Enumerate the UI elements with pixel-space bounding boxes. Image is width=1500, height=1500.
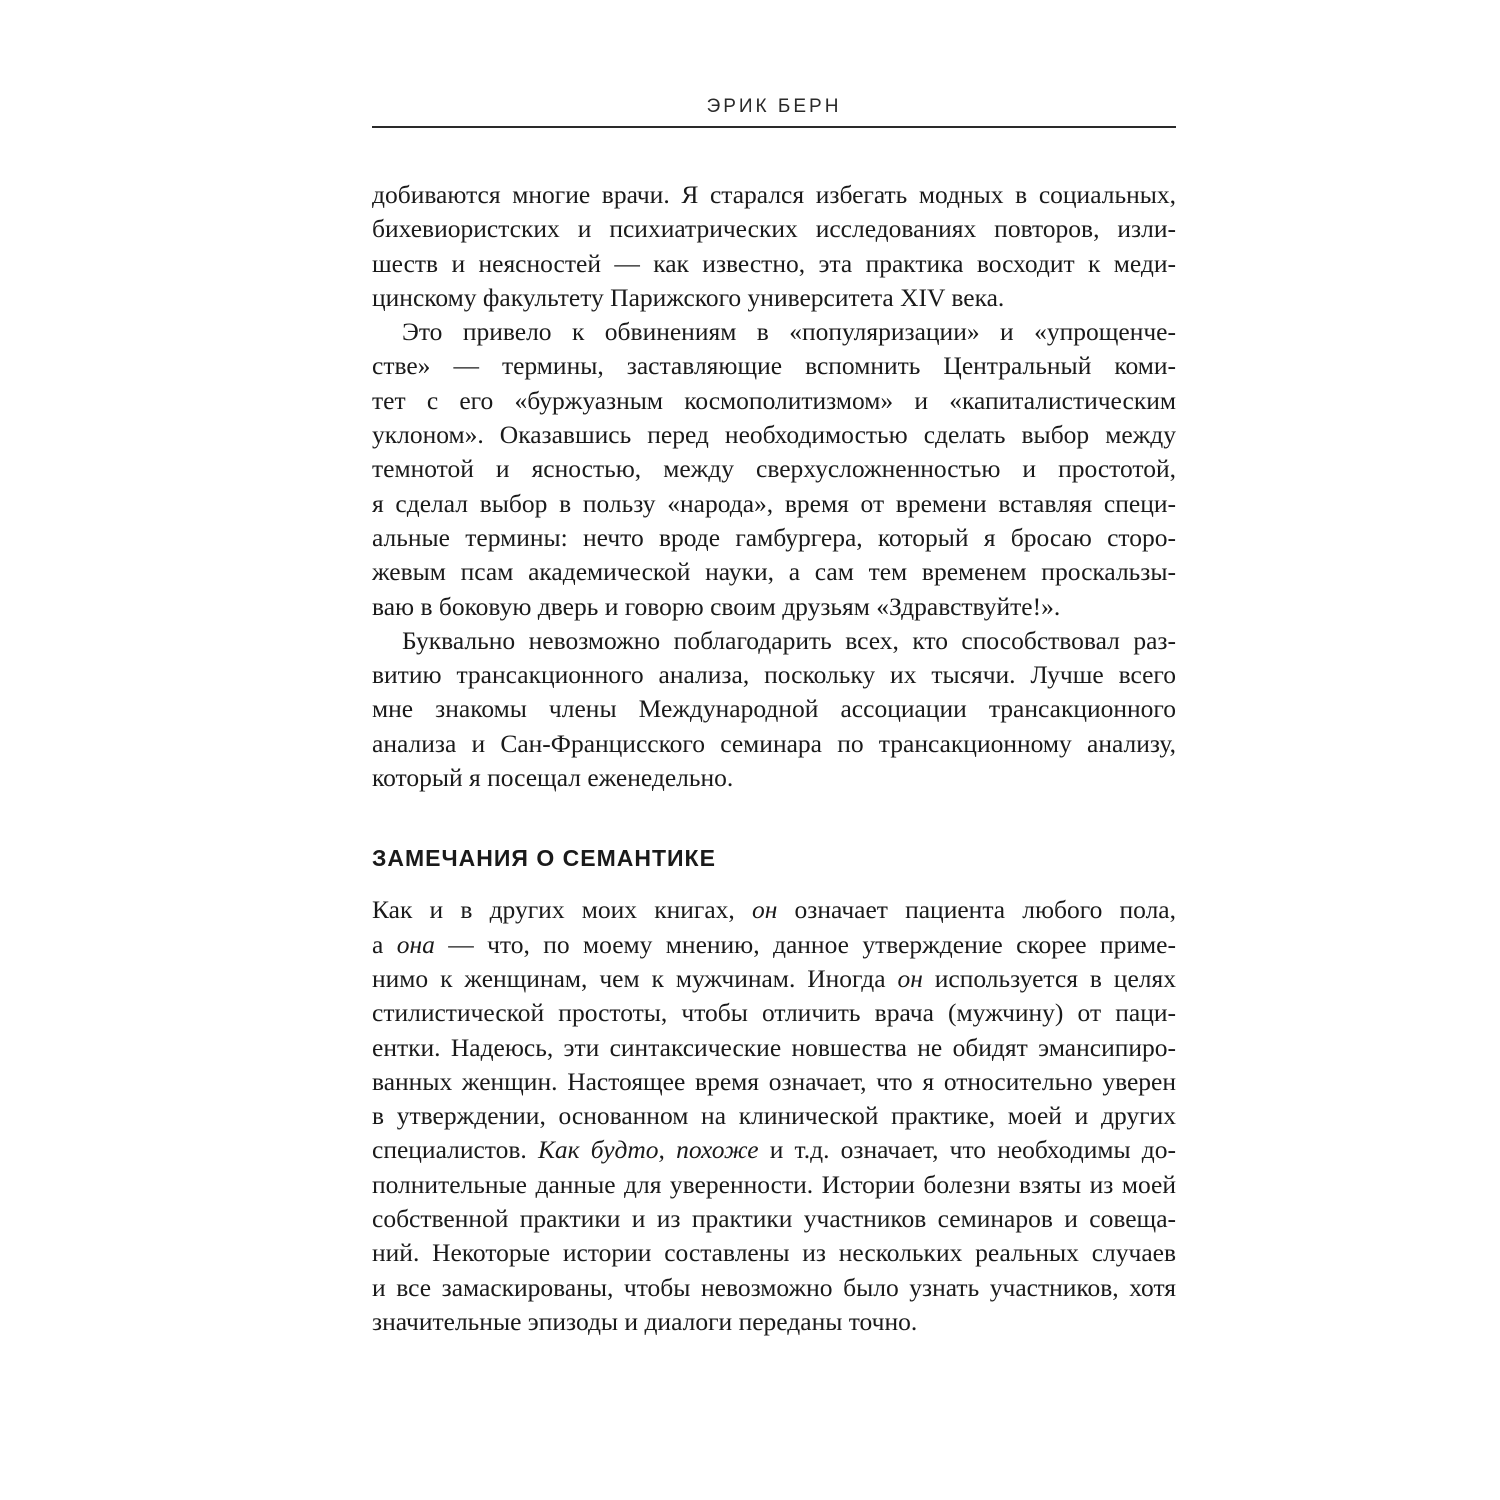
text-line: анализа и Сан-Францисского семинара по трансакционному анализу, — [372, 728, 1176, 758]
text-line: ваю в боковую дверь и говорю своим друзьям «Здравствуйте!». — [372, 591, 1061, 621]
paragraph-3 — [372, 624, 1176, 795]
text-line: тет с его «буржуазным космополитизмом» и «капиталистическим — [372, 385, 1176, 415]
text-line: цинскому факультету Парижского университета XIV века. — [372, 282, 1005, 312]
text-run: специалистов. — [372, 1135, 538, 1165]
text-line: полнительные данные для уверенности. Истории болезни взяты из моей — [372, 1169, 1176, 1199]
text-run: а — [372, 929, 397, 959]
text-line: добиваются многие врачи. Я старался избегать модных в социальных, — [372, 180, 1176, 209]
text-line: собственной практики и из практики участников семинаров и совеща- — [372, 1204, 1176, 1234]
text-line: темнотой и ясностью, между сверхусложненностью и простотой, — [372, 454, 1176, 484]
text-line: витию трансакционного анализа, поскольку их тысячи. Лучше всего — [372, 660, 1176, 690]
text-line: жевым псам академической науки, а сам тем временем проскальзы- — [372, 557, 1176, 587]
text-run: означает пациента любого пола, — [777, 895, 1176, 925]
text-line: альные термины: нечто вроде гамбургера, который я бросаю сторо- — [372, 522, 1176, 552]
text-line: шеств и неясностей — как известно, эта практика восходит к меди- — [372, 248, 1176, 278]
text-line: который я посещал еженедельно. — [372, 763, 734, 793]
text-line: ний. Некоторые истории составлены из нескольких реальных случаев — [372, 1238, 1176, 1268]
text-line: уклоном». Оказавшись перед необходимостью сделать выбор между — [372, 420, 1176, 450]
text-line: в утверждении, основанном на клинической практике, моей и других — [372, 1101, 1176, 1131]
paragraph-2 — [372, 315, 1176, 624]
text-line — [372, 1133, 1176, 1167]
text-line: стве» — термины, заставляющие вспомнить Центральный коми- — [372, 351, 1176, 381]
italic-term: он — [897, 963, 923, 993]
text-run: используется в целях — [922, 963, 1176, 993]
italic-term: он — [751, 895, 778, 925]
section-heading: ЗАМЕЧАНИЯ О СЕМАНТИКЕ — [372, 845, 716, 872]
text-line: и все замаскированы, чтобы невозможно было узнать участников, хотя — [372, 1272, 1176, 1302]
text-line — [372, 928, 1176, 962]
text-run: Как и в других моих книгах, — [372, 895, 752, 925]
text-line: бихевиористских и психиатрических исследованиях повторов, изли- — [372, 214, 1176, 244]
text-line — [372, 962, 1176, 996]
text-run: — что, по моему мнению, данное утверждение скорее приме- — [434, 929, 1176, 959]
paragraph-semantics — [372, 893, 1176, 1339]
text-line: я сделал выбор в пользу «народа», время от времени вставляя специ- — [372, 488, 1176, 518]
running-head: ЭРИК БЕРН — [706, 96, 842, 117]
text-line: мне знакомы члены Международной ассоциации трансакционного — [372, 694, 1176, 724]
text-line: ентки. Надеюсь, эти синтаксические новшества не обидят эмансипиро- — [372, 1032, 1176, 1062]
body-text — [372, 178, 1176, 1339]
italic-term: она — [396, 929, 435, 959]
text-line: ванных женщин. Настоящее время означает, что я относительно уверен — [372, 1066, 1176, 1096]
text-run: и т.д. означает, что необходимы до- — [758, 1135, 1176, 1165]
paragraph-1 — [372, 178, 1176, 315]
text-line — [372, 893, 1176, 927]
text-line: стилистической простоты, чтобы отличить врача (мужчину) от паци- — [372, 998, 1176, 1028]
text-line: Буквально невозможно поблагодарить всех, кто способствовал раз- — [402, 625, 1176, 655]
text-line: Это привело к обвинениям в «популяризации» и «упрощенче- — [402, 317, 1176, 347]
header-rule — [372, 126, 1176, 128]
text-line: значительные эпизоды и диалоги переданы точно. — [372, 1306, 918, 1336]
italic-term: Как будто, похоже — [537, 1135, 759, 1165]
text-run: нимо к женщинам, чем к мужчинам. Иногда — [372, 963, 898, 993]
